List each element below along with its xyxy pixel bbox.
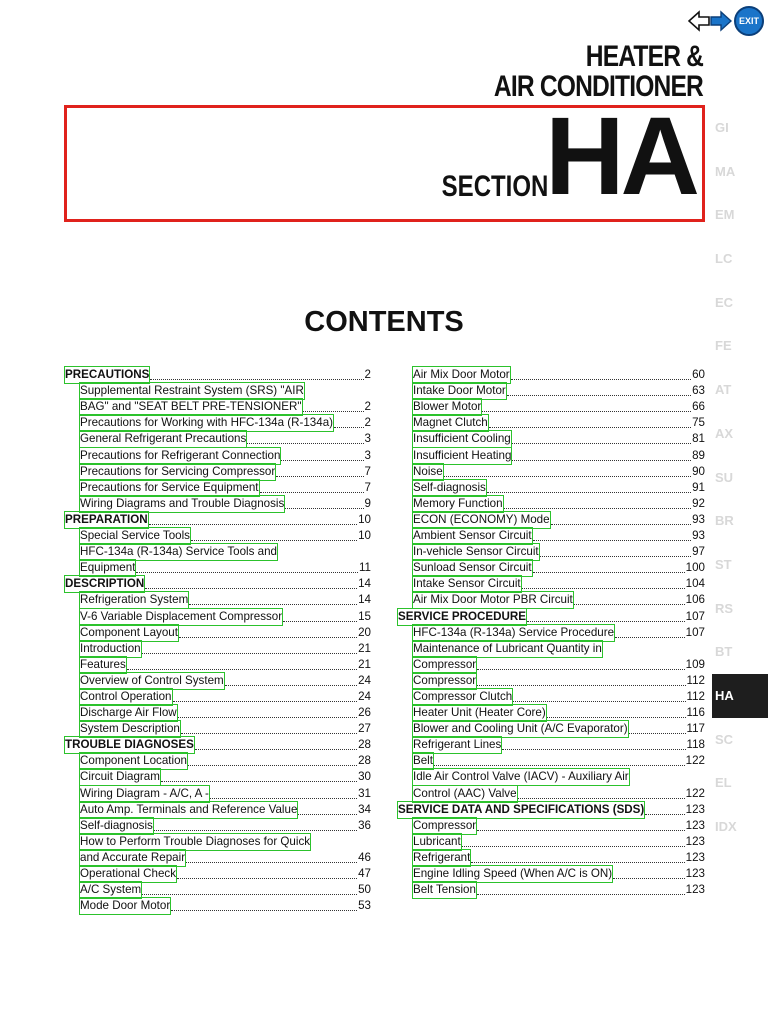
dot-leader	[161, 780, 357, 782]
toc-entry[interactable]	[65, 464, 371, 480]
toc-page-number: 100	[685, 561, 705, 575]
section-tab-sc[interactable]: SC	[715, 731, 734, 747]
toc-entry[interactable]	[398, 818, 705, 834]
dot-leader	[487, 491, 691, 493]
contents-heading: CONTENTS	[304, 306, 464, 338]
toc-entry[interactable]	[398, 753, 705, 769]
toc-entry[interactable]	[65, 834, 371, 850]
toc-entry-link[interactable]: Features	[80, 657, 126, 671]
toc-entry-link[interactable]: Control Operation	[80, 689, 172, 703]
dot-leader	[527, 620, 685, 622]
toc-entry-link[interactable]: Operational Check	[80, 867, 177, 880]
dot-leader	[142, 652, 358, 654]
toc-entry-link[interactable]: PRECAUTIONS	[65, 368, 150, 382]
toc-entry[interactable]	[398, 721, 705, 737]
dot-leader	[127, 668, 357, 670]
toc-entry[interactable]	[398, 657, 705, 673]
toc-entry-link[interactable]: Equipment	[80, 561, 136, 575]
dot-leader	[489, 426, 691, 428]
dot-leader	[150, 378, 363, 380]
toc-entry-link[interactable]: In-vehicle Sensor Circuit	[413, 545, 539, 559]
toc-page-number: 123	[685, 883, 705, 897]
toc-entry-link[interactable]: BAG" and "SEAT BELT PRE-TENSIONER"	[80, 400, 302, 414]
toc-page-number: 106	[685, 593, 705, 607]
toc-entry-link[interactable]: Belt	[413, 754, 433, 768]
toc-entry[interactable]	[65, 785, 371, 801]
dot-leader	[298, 813, 357, 815]
dot-leader	[173, 700, 358, 702]
toc-entry-link[interactable]: HFC-134a (R-134a) Service Tools and	[80, 545, 277, 559]
toc-entry[interactable]	[398, 576, 705, 592]
toc-page-number: 3	[364, 448, 371, 462]
toc-entry[interactable]	[65, 399, 371, 415]
toc-entry[interactable]	[398, 447, 705, 463]
toc-page-number: 93	[692, 529, 705, 543]
toc-entry[interactable]	[65, 383, 371, 399]
toc-page-number: 26	[358, 706, 371, 720]
toc-entry[interactable]	[398, 850, 705, 866]
toc-right-column	[398, 367, 705, 898]
toc-entry-link[interactable]: A/C System	[80, 883, 142, 897]
toc-page-number: 14	[358, 593, 371, 607]
toc-entry[interactable]	[398, 560, 705, 576]
dot-leader	[145, 587, 357, 589]
section-tab-ha[interactable]: HA	[712, 674, 768, 718]
toc-entry[interactable]	[398, 496, 705, 512]
toc-page-number: 24	[358, 673, 371, 687]
section-tab-at[interactable]: AT	[715, 382, 732, 398]
left-arrow-icon[interactable]	[688, 10, 710, 32]
toc-entry[interactable]	[65, 850, 371, 866]
toc-entry[interactable]	[65, 737, 371, 753]
toc-entry[interactable]	[65, 657, 371, 673]
dot-leader	[260, 491, 364, 493]
toc-entry[interactable]	[65, 882, 371, 898]
toc-entry[interactable]	[398, 769, 705, 785]
dot-leader	[189, 603, 357, 605]
dot-leader	[434, 764, 685, 766]
toc-left-column	[65, 367, 371, 914]
dot-leader	[171, 909, 357, 911]
dot-leader	[247, 442, 363, 444]
section-tab-st[interactable]: ST	[715, 556, 732, 572]
toc-entry[interactable]	[398, 528, 705, 544]
dot-leader	[225, 684, 357, 686]
toc-entry[interactable]	[398, 367, 705, 383]
toc-page-number: 21	[358, 657, 371, 671]
toc-entry-link[interactable]: Compressor Clutch	[413, 689, 513, 703]
toc-page-number: 89	[692, 448, 705, 462]
dot-leader	[551, 523, 692, 525]
toc-page-number: 28	[358, 754, 371, 768]
dot-leader	[615, 636, 685, 638]
navigation-controls	[688, 6, 764, 36]
toc-entry[interactable]	[398, 737, 705, 753]
section-tab-bt[interactable]: BT	[715, 644, 733, 660]
toc-entry-link[interactable]: Memory Function	[413, 496, 503, 510]
toc-entry-link[interactable]: Sunload Sensor Circuit	[413, 561, 532, 575]
toc-entry-link[interactable]: SERVICE DATA AND SPECIFICATIONS (SDS)	[398, 802, 645, 816]
toc-entry[interactable]	[65, 544, 371, 560]
toc-page-number: 28	[358, 738, 371, 752]
toc-entry[interactable]	[398, 785, 705, 801]
toc-entry-link[interactable]: Mode Door Motor	[80, 899, 171, 913]
section-tab-lc[interactable]: LC	[715, 251, 733, 267]
dot-leader	[210, 797, 357, 799]
toc-page-number: 31	[358, 786, 371, 800]
toc-entry-link[interactable]: Component Layout	[80, 625, 178, 639]
toc-page-number: 97	[692, 545, 705, 559]
toc-entry-link[interactable]: General Refrigerant Precautions	[80, 432, 247, 446]
toc-page-number: 123	[685, 818, 705, 832]
dot-leader	[512, 442, 691, 444]
dot-leader	[195, 748, 357, 750]
toc-entry-link[interactable]: Heater Unit (Heater Core)	[413, 706, 546, 720]
toc-page-number: 60	[692, 368, 705, 382]
dot-leader	[477, 684, 685, 686]
toc-entry[interactable]	[65, 818, 371, 834]
toc-entry[interactable]	[65, 769, 371, 785]
dot-leader	[513, 700, 685, 702]
toc-entry-link[interactable]: Noise	[413, 464, 443, 478]
toc-entry-link[interactable]: Magnet Clutch	[413, 416, 488, 430]
dot-leader	[186, 861, 357, 863]
toc-entry-link[interactable]: Component Location	[80, 754, 187, 768]
toc-entry-link[interactable]: System Description	[80, 722, 180, 736]
toc-entry-link[interactable]: Self-diagnosis	[413, 480, 486, 494]
toc-entry[interactable]	[65, 802, 371, 818]
toc-page-number: 112	[686, 689, 705, 703]
toc-page-number: 123	[685, 867, 705, 880]
toc-page-number: 107	[685, 609, 705, 623]
toc-entry-link[interactable]: Precautions for Servicing Compressor	[80, 464, 276, 478]
toc-entry[interactable]	[398, 383, 705, 399]
exit-label: EXIT	[738, 16, 759, 26]
toc-entry[interactable]	[65, 898, 371, 914]
toc-entry[interactable]	[65, 721, 371, 737]
section-tab-fe[interactable]: FE	[715, 338, 732, 354]
toc-page-number: 117	[686, 722, 705, 736]
toc-page-number: 118	[686, 738, 705, 752]
toc-entry-link[interactable]: Compressor	[413, 657, 477, 671]
toc-entry[interactable]	[65, 367, 371, 383]
toc-entry-link[interactable]: Air Mix Door Motor	[413, 368, 510, 382]
toc-entry[interactable]	[65, 641, 371, 657]
toc-entry-link[interactable]: HFC-134a (R-134a) Service Procedure	[413, 625, 615, 639]
dot-leader	[533, 571, 685, 573]
toc-entry[interactable]	[65, 560, 371, 576]
toc-page-number: 36	[358, 818, 371, 832]
toc-entry-link[interactable]: TROUBLE DIAGNOSES	[65, 738, 194, 752]
dot-leader	[188, 764, 357, 766]
toc-entry-link[interactable]: Precautions for Refrigerant Connection	[80, 448, 281, 462]
toc-entry-link[interactable]: Circuit Diagram	[80, 770, 160, 784]
toc-entry-link[interactable]: Overview of Control System	[80, 673, 224, 687]
toc-page-number: 14	[358, 577, 371, 591]
toc-entry[interactable]	[398, 464, 705, 480]
toc-page-number: 2	[364, 416, 371, 430]
toc-entry-link[interactable]: Discharge Air Flow	[80, 706, 177, 720]
dot-leader	[504, 507, 692, 509]
toc-entry-link[interactable]: Compressor	[413, 673, 477, 687]
section-tab-em[interactable]: EM	[715, 207, 735, 223]
toc-entry-link[interactable]: Wiring Diagram - A/C, A -	[80, 786, 209, 800]
toc-entry[interactable]	[65, 592, 371, 608]
dot-leader	[149, 523, 357, 525]
dot-leader	[477, 829, 685, 831]
section-tab-el[interactable]: EL	[715, 775, 732, 791]
dot-leader	[512, 459, 691, 461]
toc-page-number: 91	[692, 480, 705, 494]
toc-entry[interactable]	[398, 705, 705, 721]
toc-page-number: 10	[358, 529, 371, 543]
toc-page-number: 81	[692, 432, 705, 446]
toc-entry-link[interactable]: Blower Motor	[413, 400, 482, 414]
toc-entry-link[interactable]: Intake Sensor Circuit	[413, 577, 521, 591]
toc-entry[interactable]	[65, 512, 371, 528]
toc-page-number: 63	[692, 384, 705, 398]
toc-entry[interactable]	[398, 673, 705, 689]
toc-entry[interactable]	[65, 431, 371, 447]
toc-entry[interactable]	[65, 866, 371, 882]
dot-leader	[191, 539, 357, 541]
toc-entry[interactable]	[65, 447, 371, 463]
section-tab-gi[interactable]: GI	[715, 120, 729, 135]
toc-page-number: 123	[685, 834, 705, 848]
toc-entry-link[interactable]: PREPARATION	[65, 512, 148, 526]
toc-entry-link[interactable]: Compressor	[413, 818, 477, 832]
toc-page-number: 66	[692, 400, 705, 414]
toc-entry-link[interactable]: Idle Air Control Valve (IACV) - Auxiliary Air	[413, 770, 629, 784]
section-tab-su[interactable]: SU	[715, 469, 734, 485]
toc-entry-link[interactable]: Maintenance of Lubricant Quantity in	[413, 641, 602, 655]
dot-leader	[179, 636, 357, 638]
dot-leader	[477, 893, 685, 895]
toc-page-number: 93	[692, 512, 705, 526]
section-tab-idx[interactable]: IDX	[715, 819, 737, 834]
toc-page-number: 10	[358, 512, 371, 526]
right-arrow-icon[interactable]	[710, 10, 732, 32]
toc-entry[interactable]	[65, 753, 371, 769]
toc-entry-link[interactable]: Intake Door Motor	[413, 384, 506, 398]
toc-entry[interactable]	[398, 866, 705, 882]
dot-leader	[613, 877, 685, 879]
toc-entry[interactable]	[65, 528, 371, 544]
toc-page-number: 112	[686, 673, 705, 687]
toc-page-number: 7	[364, 464, 371, 478]
dot-leader	[181, 732, 357, 734]
toc-entry-link[interactable]: Control (AAC) Valve	[413, 786, 517, 800]
toc-entry[interactable]	[65, 608, 371, 624]
toc-entry[interactable]	[398, 834, 705, 850]
dot-leader	[533, 539, 692, 541]
toc-entry-link[interactable]: Refrigerant Lines	[413, 738, 502, 752]
toc-page-number: 11	[358, 561, 371, 575]
toc-page-number: 2	[364, 368, 371, 382]
section-tab-ax[interactable]: AX	[715, 425, 734, 441]
toc-entry[interactable]	[65, 415, 371, 431]
toc-entry-link[interactable]: Lubricant	[413, 834, 461, 848]
toc-entry[interactable]	[398, 608, 705, 624]
toc-entry[interactable]	[65, 705, 371, 721]
dot-leader	[462, 845, 685, 847]
toc-entry[interactable]	[65, 480, 371, 496]
toc-page-number: 122	[685, 754, 705, 768]
toc-entry[interactable]	[65, 673, 371, 689]
section-word: SECTION	[441, 170, 548, 203]
toc-entry[interactable]	[398, 415, 705, 431]
toc-page-number: 9	[364, 496, 371, 510]
toc-page-number: 123	[685, 850, 705, 864]
toc-entry-link[interactable]: Special Service Tools	[80, 529, 190, 543]
dot-leader	[303, 410, 364, 412]
toc-page-number: 122	[685, 786, 705, 800]
dot-leader	[177, 877, 357, 879]
toc-page-number: 20	[358, 625, 371, 639]
toc-entry-link[interactable]: Precautions for Service Equipment	[80, 480, 259, 494]
toc-entry-link[interactable]: V-6 Variable Displacement Compressor	[80, 609, 283, 623]
dot-leader	[518, 797, 685, 799]
toc-page-number: 75	[692, 416, 705, 430]
toc-entry[interactable]	[398, 802, 705, 818]
section-title-line1: HEATER &	[585, 40, 703, 73]
toc-entry-link[interactable]: and Accurate Repair	[80, 850, 186, 864]
toc-page-number: 47	[358, 867, 371, 880]
section-tab-br[interactable]: BR	[715, 513, 734, 529]
toc-page-number: 107	[685, 625, 705, 639]
toc-page-number: 2	[364, 400, 371, 414]
toc-page-number: 27	[358, 722, 371, 736]
toc-page-number: 24	[358, 689, 371, 703]
toc-entry[interactable]	[65, 576, 371, 592]
toc-entry-link[interactable]: Engine Idling Speed (When A/C is ON)	[413, 867, 613, 880]
toc-page-number: 7	[364, 480, 371, 494]
toc-page-number: 123	[685, 802, 705, 816]
dot-leader	[285, 507, 363, 509]
toc-entry-link[interactable]: DESCRIPTION	[65, 577, 145, 591]
toc-entry-link[interactable]: Auto Amp. Terminals and Reference Value	[80, 802, 298, 816]
dot-leader	[547, 716, 686, 718]
toc-page-number: 104	[685, 577, 705, 591]
toc-entry[interactable]	[65, 689, 371, 705]
section-title-line2: AIR CONDITIONER	[493, 70, 703, 103]
section-tab-ec[interactable]: EC	[715, 294, 734, 310]
dot-leader	[540, 555, 691, 557]
dot-leader	[281, 459, 363, 461]
dot-leader	[477, 668, 685, 670]
dot-leader	[574, 603, 685, 605]
toc-entry[interactable]	[398, 689, 705, 705]
dot-leader	[629, 732, 686, 734]
toc-entry[interactable]	[398, 882, 705, 898]
toc-entry[interactable]	[398, 431, 705, 447]
dot-leader	[507, 394, 691, 396]
toc-entry-link[interactable]: SERVICE PROCEDURE	[398, 609, 526, 623]
toc-entry-link[interactable]: Ambient Sensor Circuit	[413, 529, 532, 543]
toc-entry[interactable]	[398, 592, 705, 608]
dot-leader	[645, 813, 684, 815]
toc-page-number: 92	[692, 496, 705, 510]
dot-leader	[142, 893, 357, 895]
toc-entry[interactable]	[65, 496, 371, 512]
toc-entry[interactable]	[65, 625, 371, 641]
toc-entry-link[interactable]: ECON (ECONOMY) Mode	[413, 512, 550, 526]
dot-leader	[283, 620, 357, 622]
dot-leader	[334, 426, 364, 428]
dot-leader	[471, 861, 684, 863]
toc-entry-link[interactable]: Blower and Cooling Unit (A/C Evaporator)	[413, 722, 628, 736]
dot-leader	[522, 587, 685, 589]
toc-page-number: 116	[686, 706, 705, 720]
toc-entry-link[interactable]: Self-diagnosis	[80, 818, 153, 832]
toc-page-number: 53	[358, 899, 371, 913]
section-tab-ma[interactable]: MA	[715, 163, 736, 179]
toc-entry[interactable]	[398, 625, 705, 641]
toc-entry[interactable]	[398, 641, 705, 657]
toc-page-number: 90	[692, 464, 705, 478]
toc-entry-link[interactable]: Insufficient Cooling	[413, 432, 511, 446]
toc-page-number: 46	[358, 850, 371, 864]
toc-page-number: 34	[358, 802, 371, 816]
toc-entry-link[interactable]: How to Perform Trouble Diagnoses for Quick	[80, 834, 311, 848]
toc-page-number: 21	[358, 641, 371, 655]
toc-entry-link[interactable]: Air Mix Door Motor PBR Circuit	[413, 593, 573, 607]
toc-entry-link[interactable]: Introduction	[80, 641, 141, 655]
toc-entry-link[interactable]: Belt Tension	[413, 883, 476, 897]
dot-leader	[482, 410, 691, 412]
toc-page-number: 50	[358, 883, 371, 897]
toc-entry-link[interactable]: Precautions for Working with HFC-134a (R-134a)	[80, 416, 334, 430]
dot-leader	[502, 748, 685, 750]
dot-leader	[154, 829, 357, 831]
toc-entry-link[interactable]: Refrigerant	[413, 850, 471, 864]
dot-leader	[511, 378, 691, 380]
toc-page-number: 3	[364, 432, 371, 446]
toc-entry-link[interactable]: Supplemental Restraint System (SRS) "AIR	[80, 384, 304, 398]
toc-entry-link[interactable]: Wiring Diagrams and Trouble Diagnosis	[80, 496, 285, 510]
section-tab-rs[interactable]: RS	[715, 600, 734, 616]
dot-leader	[178, 716, 357, 718]
exit-button[interactable]	[734, 6, 764, 36]
section-code: HA	[545, 95, 696, 218]
section-index-tabs	[712, 106, 768, 849]
toc-page-number: 109	[685, 657, 705, 671]
dot-leader	[444, 475, 691, 477]
toc-entry-link[interactable]: Refrigeration System	[80, 593, 189, 607]
toc-entry[interactable]	[398, 480, 705, 496]
toc-entry-link[interactable]: Insufficient Heating	[413, 448, 512, 462]
toc-entry[interactable]	[398, 512, 705, 528]
toc-page-number: 15	[358, 609, 371, 623]
toc-page-number: 30	[358, 770, 371, 784]
toc-entry[interactable]	[398, 399, 705, 415]
dot-leader	[276, 475, 363, 477]
toc-entry[interactable]	[398, 544, 705, 560]
dot-leader	[136, 571, 358, 573]
